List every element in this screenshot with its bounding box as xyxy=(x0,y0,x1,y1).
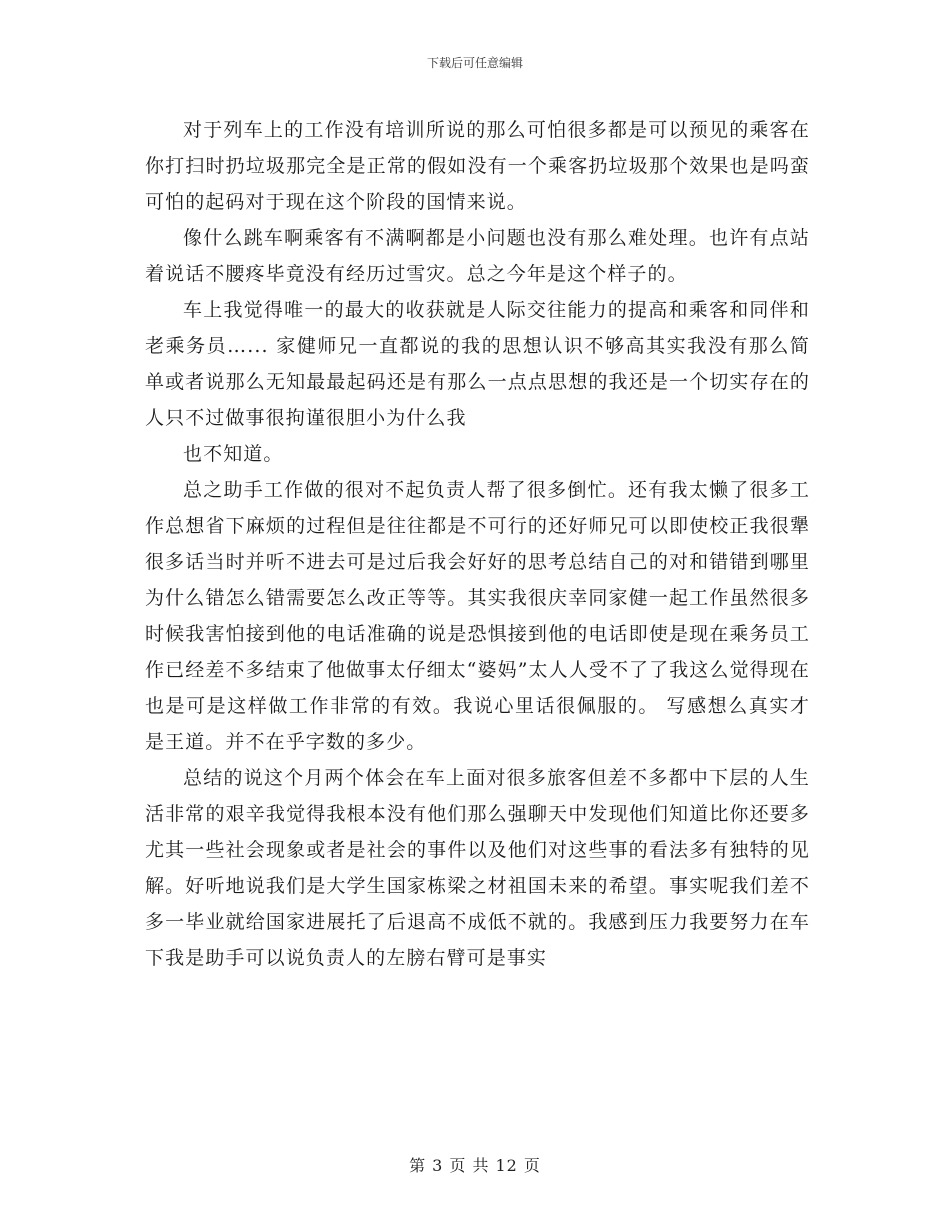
header-note: 下载后可任意编辑 xyxy=(426,56,523,70)
paragraph-3: 车上我觉得唯一的最大的收获就是人际交往能力的提高和乘客和同伴和老乘务员…... 家健师兄一直都说的我的思想认识不够高其实我没有那么简单或者说那么无知最最起码还是有那么一点点思想的我还是一个切实存在的人只不过做事很拘谨很胆小为什么我 xyxy=(145,299,810,429)
paragraph-6: 总结的说这个月两个体会在车上面对很多旅客但差不多都中下层的人生活非常的艰辛我觉得我根本没有他们那么强聊天中发现他们知道比你还要多尤其一些社会现象或者是社会的事件以及他们对这些事的看法多有独特的见解。好听地说我们是大学生国家栋梁之材祖国未来的希望。事实呢我们差不多一毕业就给国家进展托了后退高不成低不就的。我感到压力我要努力在车下我是助手可以说负责人的左膀右臂可是事实 xyxy=(145,767,810,969)
body-text xyxy=(145,112,810,976)
footer-middle: 页 共 xyxy=(449,1156,490,1175)
paragraph-2: 像什么跳车啊乘客有不满啊都是小问题也没有那么难处理。也许有点站着说话不腰疼毕竟没有经历过雪灾。总之今年是这个样子的。 xyxy=(145,227,810,285)
paragraph-4: 也不知道。 xyxy=(183,443,284,465)
footer-prefix: 第 xyxy=(409,1156,427,1175)
paragraph-5: 总之助手工作做的很对不起负责人帮了很多倒忙。还有我太懒了很多工作总想省下麻烦的过程但是往往都是不可行的还好师兄可以即使校正我很犟很多话当时并听不进去可是过后我会好好的思考总结自己的对和错错到哪里为什么错怎么错需要怎么改正等等。其实我很庆幸同家健一起工作虽然很多时候我害怕接到他的电话准确的说是恐惧接到他的电话即使是现在乘务员工作已经差不多结束了他做事太仔细太“婆妈”太人人受不了了我这么觉得现在也是可是这样做工作非常的有效。我说心里话很佩服的。 写感想么真实才是王道。并不在乎字数的多少。 xyxy=(145,479,810,753)
footer-suffix: 页 xyxy=(523,1156,541,1175)
footer-total-pages: 12 xyxy=(495,1156,518,1175)
footer-current-page: 3 xyxy=(432,1156,444,1175)
paragraph-1: 对于列车上的工作没有培训所说的那么可怕很多都是可以预见的乘客在你打扫时扔垃圾那完全是正常的假如没有一个乘客扔垃圾那个效果也是吗蛮可怕的起码对于现在这个阶段的国情来说。 xyxy=(145,119,810,213)
page-footer xyxy=(0,1153,950,1176)
